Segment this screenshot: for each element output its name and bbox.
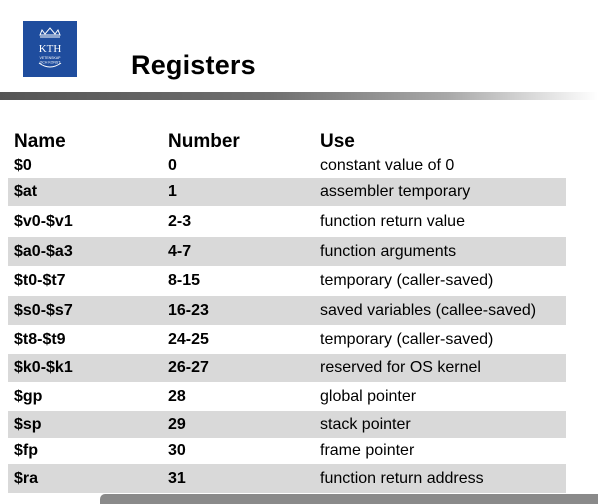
register-use: function arguments <box>320 242 457 260</box>
register-name: $0 <box>14 156 32 174</box>
register-use: global pointer <box>320 388 417 405</box>
kth-logo <box>23 21 77 77</box>
table-row <box>8 383 566 411</box>
logo-subtitle-line-1: VETENSKAP <box>39 56 61 60</box>
register-name: $s0-$s7 <box>14 301 73 319</box>
register-name: $at <box>14 183 38 200</box>
table-row <box>8 178 566 206</box>
register-number: 28 <box>168 388 186 405</box>
register-use: temporary (caller-saved) <box>320 272 494 289</box>
table-row <box>8 438 566 463</box>
register-name: $gp <box>14 388 43 405</box>
register-number: 16-23 <box>168 301 209 319</box>
footer-bar <box>100 494 598 504</box>
register-use: stack pointer <box>320 415 411 433</box>
register-use: reserved for OS kernel <box>320 359 481 376</box>
register-number: 26-27 <box>168 359 209 376</box>
register-name: $t8-$t9 <box>14 330 66 348</box>
register-number: 29 <box>168 415 186 433</box>
table-row <box>8 237 566 266</box>
register-name: $v0-$v1 <box>14 213 73 230</box>
logo-text: KTH <box>38 43 62 55</box>
register-name: $fp <box>14 441 38 459</box>
register-name: $t0-$t7 <box>14 272 66 289</box>
column-header-name: Name <box>14 131 66 152</box>
register-name: $k0-$k1 <box>14 359 73 376</box>
table-row <box>8 464 566 493</box>
register-number: 0 <box>168 156 177 174</box>
register-use: function return value <box>320 213 465 230</box>
register-use: function return address <box>320 469 484 487</box>
table-row <box>8 354 566 382</box>
register-number: 4-7 <box>168 242 192 260</box>
title-divider <box>0 92 598 100</box>
register-name: $ra <box>14 469 39 487</box>
register-number: 30 <box>168 441 186 459</box>
table-row <box>8 325 566 354</box>
table-row <box>8 296 566 325</box>
register-use: saved variables (callee-saved) <box>320 301 537 319</box>
register-number: 31 <box>168 469 186 487</box>
register-use: constant value of 0 <box>320 156 455 174</box>
table-row <box>8 411 566 438</box>
register-use: assembler temporary <box>320 183 471 200</box>
logo-subtitle-line-2: OCH KONST <box>39 60 61 65</box>
table-row <box>8 154 566 177</box>
table-row <box>8 207 566 237</box>
table-row <box>8 266 566 296</box>
column-header-number: Number <box>168 131 240 152</box>
register-number: 1 <box>168 183 177 200</box>
register-number: 2-3 <box>168 213 192 230</box>
register-use: frame pointer <box>320 441 415 459</box>
kth-crown-logo-icon <box>23 21 77 77</box>
register-use: temporary (caller-saved) <box>320 330 494 348</box>
register-name: $a0-$a3 <box>14 242 73 260</box>
register-number: 24-25 <box>168 330 209 348</box>
slide-title: Registers <box>131 50 256 80</box>
column-header-use: Use <box>320 131 355 152</box>
register-number: 8-15 <box>168 272 201 289</box>
register-name: $sp <box>14 415 42 433</box>
